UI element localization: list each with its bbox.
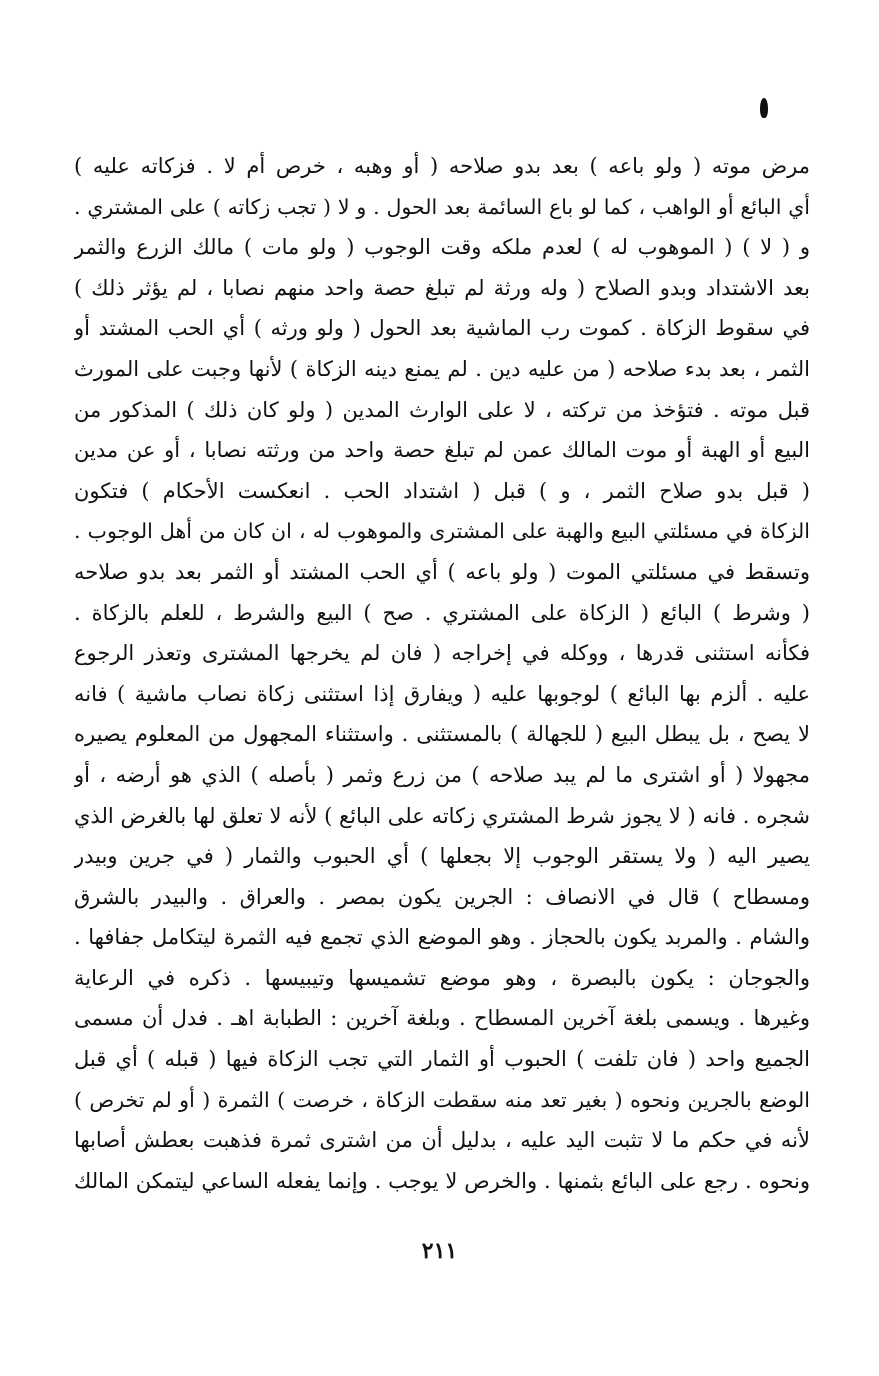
text-line: أي البائع أو الواهب ، كما لو باع السائمة بعد الحول . و لا ( تجب زكاته ) على المشتري . bbox=[74, 194, 810, 219]
text-line: وتسقط في مسئلتي الموت ( ولو باعه ) أي الحب المشتد أو الثمر بعد بدو صلاحه bbox=[74, 559, 810, 584]
text-line: في سقوط الزكاة . كموت رب الماشية بعد الحول ( ولو ورثه ) أي الحب المشتد أو bbox=[74, 316, 810, 341]
text-line: لأنه في حكم ما لا تثبت اليد عليه ، بدليل أن من اشترى ثمرة فذهبت بعطش أصابها bbox=[74, 1128, 810, 1153]
text-line: قبل موته . فتؤخذ من تركته ، لا على الوارث المدين ( ولو كان ذلك ) المذكور من bbox=[74, 397, 810, 422]
text-line: فكأنه استثنى قدرها ، ووكله في إخراجه ( فان لم يخرجها المشترى وتعذر الرجوع bbox=[74, 641, 810, 666]
text-line: البيع أو الهبة أو موت المالك عمن لم تبلغ حصة واحد من ورثته نصابا ، أو عن مدين bbox=[74, 438, 810, 463]
text-line: عليه . ألزم بها البائع ) لوجوبها عليه ( ويفارق إذا استثنى زكاة نصاب ماشية ) فانه bbox=[74, 681, 810, 706]
text-line: بعد الاشتداد وبدو الصلاح ( وله ورثة لم تبلغ حصة واحد منهم نصابا ، لم يؤثر ذلك ) bbox=[74, 275, 810, 300]
text-line: الثمر ، بعد بدء صلاحه ( من عليه دين . لم يمنع دينه الزكاة ) لأنها وجبت على المورث bbox=[74, 356, 810, 381]
text-line: الزكاة في مسئلتي البيع والهبة على المشترى والموهوب له ، ان كان من أهل الوجوب . bbox=[74, 519, 810, 544]
text-line: الجميع واحد ( فان تلفت ) الحبوب أو الثمار التي تجب الزكاة فيها ( قبله ) أي قبل bbox=[74, 1047, 810, 1072]
text-line: شجره . فانه ( لا يجوز شرط المشتري زكاته على البائع ) لأنه لا تعلق لها بالغرض الذي bbox=[74, 803, 810, 828]
body-text bbox=[74, 146, 810, 1201]
text-line: ( قبل بدو صلاح الثمر ، و ) قبل ( اشتداد الحب . انعكست الأحكام ) فتكون bbox=[74, 478, 810, 503]
page-number: ٢١١ bbox=[421, 1238, 458, 1264]
text-line: وغيرها . ويسمى بلغة آخرين المسطاح . وبلغة آخرين : الطبابة اهـ . فدل أن مسمى bbox=[74, 1006, 810, 1031]
text-line: مرض موته ( ولو باعه ) بعد بدو صلاحه ( أو وهبه ، خرص أم لا . فزكاته عليه ) bbox=[74, 154, 810, 178]
text-line: يصير اليه ( ولا يستقر الوجوب إلا بجعلها ) أي الحبوب والثمار ( في جرين وبيدر bbox=[74, 844, 810, 869]
text-line: والشام . والمربد يكون بالحجاز . وهو الموضع الذي تجمع فيه الثمرة ليتكامل جفافها . bbox=[74, 925, 810, 950]
text-line: ونحوه . رجع على البائع بثمنها . والخرص لا يوجب . وإنما يفعله الساعي ليتمكن المالك bbox=[74, 1168, 810, 1193]
text-line: الوضع بالجرين ونحوه ( بغير تعد منه سقطت الزكاة ، خرصت ) الثمرة ( أو لم تخرص ) bbox=[74, 1087, 810, 1112]
text-line: و ( لا ) ( الموهوب له ) لعدم ملكه وقت الوجوب ( ولو مات ) مالك الزرع والثمر bbox=[74, 235, 810, 260]
text-line: والجوجان : يكون بالبصرة ، وهو موضع تشميسها وتيبيسها . ذكره في الرعاية bbox=[74, 965, 810, 990]
text-line: مجهولا ( أو اشترى ما لم يبد صلاحه ) من زرع وثمر ( بأصله ) الذي هو أرضه ، أو bbox=[74, 762, 810, 787]
page-mark bbox=[760, 98, 768, 118]
text-line: ( وشرط ) البائع ( الزكاة على المشتري . صح ) البيع والشرط ، للعلم بالزكاة . bbox=[74, 600, 810, 625]
text-line: ومسطاح ) قال في الانصاف : الجرين يكون بمصر . والعراق . والبيدر بالشرق bbox=[74, 884, 810, 909]
text-line: لا يصح ، بل يبطل البيع ( للجهالة ) بالمستثنى . واستثناء المجهول من المعلوم يصيره bbox=[74, 722, 810, 747]
